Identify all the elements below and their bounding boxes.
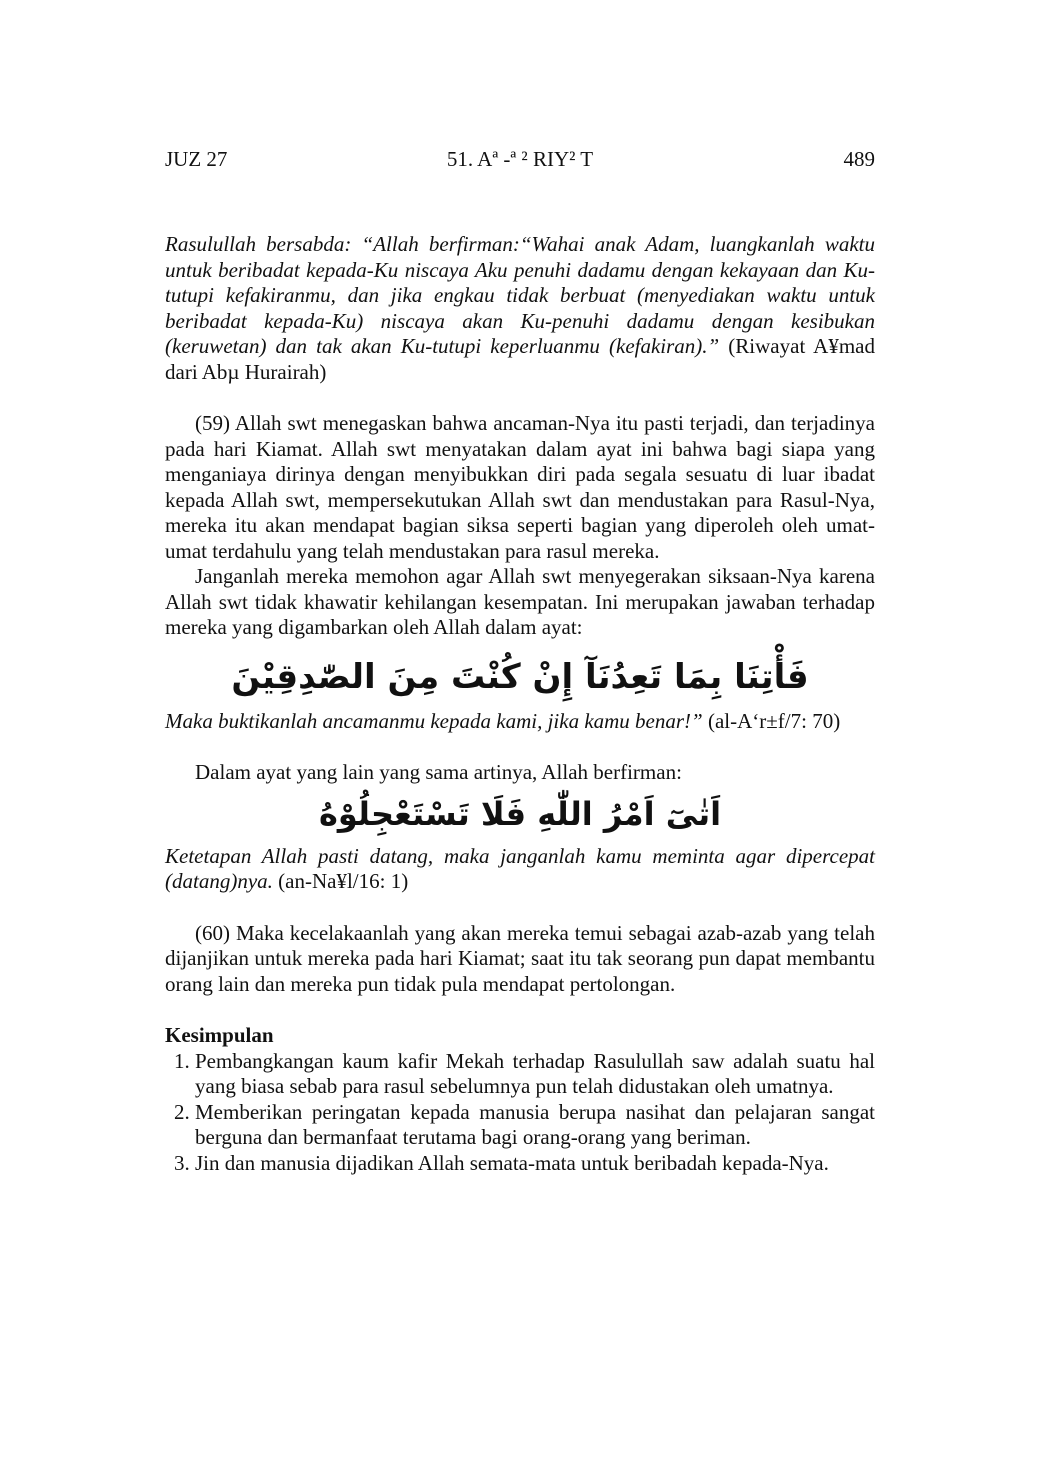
hadith-source: (Riwayat A¥mad dari Abµ Hurairah) [165,334,876,384]
surah-title: 51. Aª -ª ² RIY² T [446,147,594,171]
page-body [165,232,875,1176]
translation-1-text: Maka buktikanlah ancamanmu kepada kami, jika kamu benar!” [165,708,703,733]
paragraph-ayat-lain: Dalam ayat yang lain yang sama artinya, Allah berfirman: [195,760,682,784]
page-header [165,144,875,174]
kesimpulan-heading: Kesimpulan [165,1023,274,1047]
page-number: 489 [843,147,875,171]
translation-2-source: (an-Na¥l/16: 1) [278,869,409,893]
translation-2 [165,844,875,895]
paragraph-60: (60) Maka kecelakaanlah yang akan mereka temui sebagai azab-azab yang telah dijanjikan untuk mereka pada hari Kiamat; saat itu tak seorang pun dapat membantu orang lain dan mereka pun tidak pula mendapat pertolongan. [165,920,875,996]
paragraph-janganlah: Janganlah mereka memohon agar Allah swt menyegerakan siksaan-Nya karena Allah swt tidak khawatir kehilangan kesempatan. Ini merupakan jawaban terhadap mereka yang digambarkan oleh Allah dalam ayat: [165,564,875,639]
translation-1 [165,709,875,735]
kesimpulan-list [165,1049,875,1177]
hadith-text: Rasulullah bersabda: “Allah berfirman:“Wahai anak Adam, luangkanlah waktu untuk beribadat kepada-Ku niscaya Aku penuhi dadamu dengan kekayaan dan Ku-tutupi kefakiranmu, dan jika engkau tidak berbuat (menyediakan waktu untuk beribadat kepada-Ku) niscaya akan Ku-penuhi dadamu dengan kesibukan (keruwetan) dan tak akan Ku-tutupi keperluanmu (kefakiran).” [165,232,875,358]
translation-1-source: (al-A‘r±f/7: 70) [707,708,841,733]
list-item: 3. Jin dan manusia dijadikan Allah semata-mata untuk beribadah kepada-Nya. [195,1151,875,1177]
list-item: 1. Pembangkangan kaum kafir Mekah terhadap Rasulullah saw adalah suatu hal yang biasa sebab para rasul sebelumnya pun telah didustakan oleh umatnya. [195,1049,875,1100]
hadith-paragraph [165,232,875,385]
list-item: 2. Memberikan peringatan kepada manusia berupa nasihat dan pelajaran sangat berguna dan bermanfaat terutama bagi orang-orang yang beriman. [195,1100,875,1151]
paragraph-59: (59) Allah swt menegaskan bahwa ancaman-Nya itu pasti terjadi, dan terjadinya pada hari Kiamat. Allah swt menyatakan dalam ayat ini bahwa bagi siapa yang menganiaya dirinya dengan menyibukkan diri pada segala sesuatu di luar ibadat kepada Allah swt, mempersekutukan Allah swt dan mendustakan para Rasul-Nya, mereka itu akan mendapat bagian siksa seperti bagian yang diperoleh oleh umat-umat terdahulu yang telah mendustakan para rasul mereka. [165,411,875,563]
juz-label: JUZ 27 [165,147,228,171]
arabic-verse-2: اَتٰىٓ اَمْرُ اللّٰهِ فَلَا تَسْتَعْجِلُوْهُ [318,794,722,833]
arabic-verse-1: فَأْتِنَا بِمَا تَعِدُنَآ إِنْ كُنْتَ مِنَ الصّٰدِقِيْنَ [231,656,809,697]
translation-2-text: Ketetapan Allah pasti datang, maka janganlah kamu meminta agar dipercepat (datang)nya. [165,843,875,893]
